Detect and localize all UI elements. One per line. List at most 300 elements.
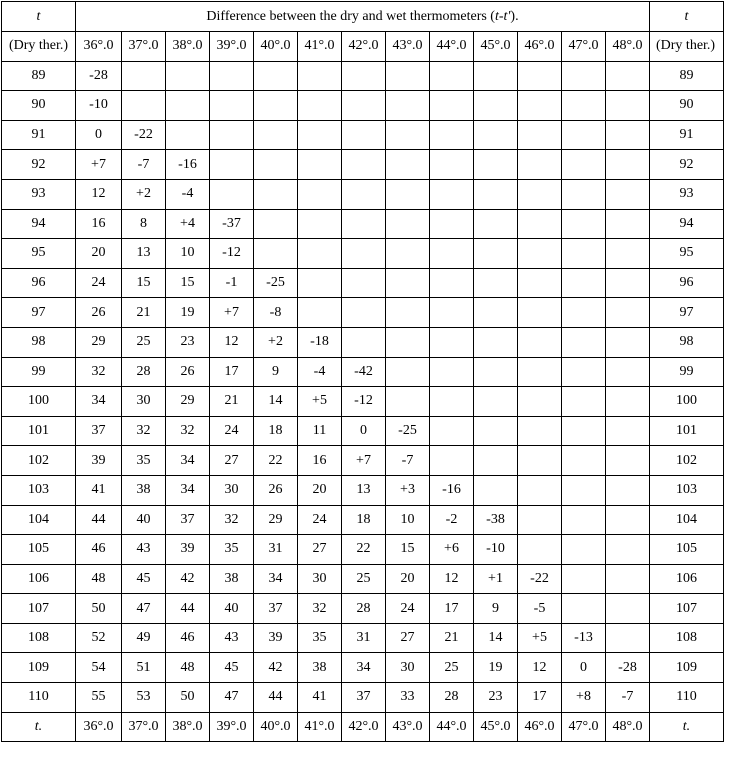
table-cell	[254, 209, 298, 239]
column-footer: 42°.0	[342, 712, 386, 742]
dry-temp-right: 89	[650, 61, 724, 91]
dry-temp-right: 106	[650, 564, 724, 594]
table-cell: 15	[122, 268, 166, 298]
table-cell: 20	[298, 475, 342, 505]
column-header: 41°.0	[298, 32, 342, 62]
table-cell: +5	[518, 623, 562, 653]
table-cell: 50	[76, 594, 122, 624]
column-footer: 46°.0	[518, 712, 562, 742]
table-row	[2, 623, 724, 653]
dry-temp-right: 97	[650, 298, 724, 328]
table-cell: 32	[166, 416, 210, 446]
table-cell: 32	[210, 505, 254, 535]
table-cell	[254, 150, 298, 180]
table-cell: 38	[210, 564, 254, 594]
table-cell: 16	[298, 446, 342, 476]
dry-temp-right: 107	[650, 594, 724, 624]
table-cell: 29	[76, 327, 122, 357]
table-cell: 26	[254, 475, 298, 505]
dry-temp-left: 105	[2, 535, 76, 565]
column-header: 43°.0	[386, 32, 430, 62]
table-cell	[430, 416, 474, 446]
table-cell	[298, 150, 342, 180]
table-cell: 39	[166, 535, 210, 565]
table-cell: 46	[76, 535, 122, 565]
table-cell: -16	[166, 150, 210, 180]
table-cell: +2	[122, 179, 166, 209]
table-cell	[606, 623, 650, 653]
table-cell: 26	[166, 357, 210, 387]
table-cell	[518, 120, 562, 150]
table-row	[2, 475, 724, 505]
table-row	[2, 61, 724, 91]
table-cell	[474, 475, 518, 505]
table-cell: 14	[474, 623, 518, 653]
dry-ther-right: (Dry ther.)	[650, 32, 724, 62]
table-row	[2, 416, 724, 446]
dry-temp-left: 110	[2, 683, 76, 713]
column-header: 47°.0	[562, 32, 606, 62]
table-cell	[430, 91, 474, 121]
table-cell	[562, 179, 606, 209]
table-cell	[518, 416, 562, 446]
table-cell: 39	[76, 446, 122, 476]
table-row	[2, 357, 724, 387]
dry-temp-left: 89	[2, 61, 76, 91]
table-cell	[254, 239, 298, 269]
table-cell	[210, 91, 254, 121]
table-cell	[606, 387, 650, 417]
table-cell: 13	[122, 239, 166, 269]
table-cell	[210, 61, 254, 91]
t-footer-right: t.	[650, 712, 724, 742]
table-cell: +7	[76, 150, 122, 180]
table-cell: 9	[474, 594, 518, 624]
column-footer: 38°.0	[166, 712, 210, 742]
table-cell: 24	[76, 268, 122, 298]
table-cell	[606, 416, 650, 446]
table-cell	[518, 387, 562, 417]
table-cell	[474, 357, 518, 387]
table-cell: 42	[254, 653, 298, 683]
table-cell: 35	[298, 623, 342, 653]
column-header: 37°.0	[122, 32, 166, 62]
column-header: 44°.0	[430, 32, 474, 62]
table-cell: 0	[76, 120, 122, 150]
table-cell: -22	[518, 564, 562, 594]
table-cell: 53	[122, 683, 166, 713]
table-cell: 30	[386, 653, 430, 683]
table-cell: 41	[76, 475, 122, 505]
t-header-left: t	[2, 2, 76, 32]
table-cell: 25	[342, 564, 386, 594]
table-cell	[254, 61, 298, 91]
table-cell: 16	[76, 209, 122, 239]
table-cell	[386, 357, 430, 387]
table-cell	[606, 327, 650, 357]
dry-temp-right: 108	[650, 623, 724, 653]
table-cell: 18	[254, 416, 298, 446]
table-cell	[562, 564, 606, 594]
table-cell	[430, 387, 474, 417]
table-cell	[562, 268, 606, 298]
table-cell	[474, 268, 518, 298]
table-cell: 23	[474, 683, 518, 713]
column-footer: 36°.0	[76, 712, 122, 742]
table-cell: 28	[122, 357, 166, 387]
table-cell	[518, 209, 562, 239]
table-cell: -25	[254, 268, 298, 298]
table-cell: -4	[298, 357, 342, 387]
table-cell: 29	[166, 387, 210, 417]
table-cell	[562, 239, 606, 269]
table-cell: +6	[430, 535, 474, 565]
table-cell	[430, 357, 474, 387]
table-row	[2, 91, 724, 121]
table-cell	[562, 416, 606, 446]
table-row	[2, 209, 724, 239]
table-row	[2, 120, 724, 150]
table-cell: 44	[76, 505, 122, 535]
table-cell: 52	[76, 623, 122, 653]
table-cell	[386, 61, 430, 91]
t-footer-left: t.	[2, 712, 76, 742]
table-cell: 21	[210, 387, 254, 417]
table-cell: 23	[166, 327, 210, 357]
table-cell	[386, 120, 430, 150]
table-row	[2, 387, 724, 417]
table-cell: 47	[122, 594, 166, 624]
column-footer: 48°.0	[606, 712, 650, 742]
table-cell: 32	[298, 594, 342, 624]
table-cell: -42	[342, 357, 386, 387]
dry-temp-left: 94	[2, 209, 76, 239]
table-cell: 50	[166, 683, 210, 713]
table-cell	[518, 327, 562, 357]
table-cell	[606, 120, 650, 150]
table-cell: 20	[386, 564, 430, 594]
table-cell	[474, 327, 518, 357]
table-cell: -37	[210, 209, 254, 239]
column-header: 36°.0	[76, 32, 122, 62]
table-cell: 29	[254, 505, 298, 535]
table-cell: -7	[386, 446, 430, 476]
table-cell	[342, 268, 386, 298]
dry-temp-left: 102	[2, 446, 76, 476]
dry-temp-left: 90	[2, 91, 76, 121]
table-row	[2, 239, 724, 269]
table-cell	[474, 239, 518, 269]
table-cell	[518, 239, 562, 269]
dry-temp-left: 91	[2, 120, 76, 150]
table-cell	[474, 416, 518, 446]
table-cell	[518, 61, 562, 91]
table-cell: 54	[76, 653, 122, 683]
column-header: 45°.0	[474, 32, 518, 62]
dry-temp-right: 101	[650, 416, 724, 446]
table-cell	[518, 150, 562, 180]
table-cell	[562, 61, 606, 91]
table-cell	[430, 61, 474, 91]
table-cell	[606, 446, 650, 476]
table-cell	[606, 535, 650, 565]
table-cell: 19	[166, 298, 210, 328]
table-cell: 13	[342, 475, 386, 505]
dry-temp-left: 97	[2, 298, 76, 328]
table-cell	[210, 179, 254, 209]
dry-temp-left: 96	[2, 268, 76, 298]
table-cell: -10	[76, 91, 122, 121]
table-cell	[562, 505, 606, 535]
table-cell: 27	[298, 535, 342, 565]
table-cell: 31	[342, 623, 386, 653]
column-header-row	[2, 32, 724, 62]
table-cell	[166, 120, 210, 150]
table-cell	[386, 91, 430, 121]
table-cell	[562, 387, 606, 417]
table-cell	[386, 150, 430, 180]
table-cell	[342, 239, 386, 269]
table-row	[2, 564, 724, 594]
table-cell	[386, 387, 430, 417]
dry-temp-right: 95	[650, 239, 724, 269]
table-row	[2, 505, 724, 535]
table-cell	[606, 298, 650, 328]
table-cell: 17	[430, 594, 474, 624]
dry-temp-right: 105	[650, 535, 724, 565]
table-cell	[298, 239, 342, 269]
column-footer: 45°.0	[474, 712, 518, 742]
table-cell: 34	[76, 387, 122, 417]
table-row	[2, 683, 724, 713]
table-cell	[562, 535, 606, 565]
table-cell: 25	[430, 653, 474, 683]
dry-temp-right: 92	[650, 150, 724, 180]
table-cell: 25	[122, 327, 166, 357]
table-cell: 12	[210, 327, 254, 357]
dry-temp-right: 93	[650, 179, 724, 209]
table-cell	[430, 298, 474, 328]
table-cell: -1	[210, 268, 254, 298]
table-cell: 33	[386, 683, 430, 713]
table-cell: 47	[210, 683, 254, 713]
column-footer: 41°.0	[298, 712, 342, 742]
dry-temp-left: 109	[2, 653, 76, 683]
table-cell	[474, 179, 518, 209]
table-cell: 9	[254, 357, 298, 387]
table-cell	[474, 150, 518, 180]
table-cell	[606, 150, 650, 180]
table-cell	[562, 357, 606, 387]
table-cell	[518, 535, 562, 565]
table-cell: 39	[254, 623, 298, 653]
table-cell	[298, 298, 342, 328]
table-cell: 49	[122, 623, 166, 653]
table-cell: -13	[562, 623, 606, 653]
table-cell	[342, 179, 386, 209]
table-cell	[122, 91, 166, 121]
table-cell: -22	[122, 120, 166, 150]
column-header: 46°.0	[518, 32, 562, 62]
table-cell	[518, 446, 562, 476]
table-cell: 37	[166, 505, 210, 535]
dry-temp-left: 93	[2, 179, 76, 209]
table-cell	[430, 268, 474, 298]
table-cell: -18	[298, 327, 342, 357]
table-cell: +1	[474, 564, 518, 594]
dry-temp-left: 108	[2, 623, 76, 653]
table-cell	[342, 61, 386, 91]
table-cell: 40	[210, 594, 254, 624]
table-cell: 30	[210, 475, 254, 505]
table-cell: 0	[342, 416, 386, 446]
table-cell: 38	[298, 653, 342, 683]
table-cell: 41	[298, 683, 342, 713]
table-cell: 30	[122, 387, 166, 417]
column-header: 39°.0	[210, 32, 254, 62]
table-cell	[606, 91, 650, 121]
column-footer: 47°.0	[562, 712, 606, 742]
table-cell: +2	[254, 327, 298, 357]
footer-row	[2, 712, 724, 742]
table-cell	[562, 327, 606, 357]
dry-temp-left: 92	[2, 150, 76, 180]
table-body	[2, 61, 724, 712]
table-cell: 26	[76, 298, 122, 328]
table-cell: 28	[342, 594, 386, 624]
table-cell	[562, 298, 606, 328]
table-cell	[518, 505, 562, 535]
dry-temp-left: 101	[2, 416, 76, 446]
column-footer: 40°.0	[254, 712, 298, 742]
table-cell: -25	[386, 416, 430, 446]
dry-temp-left: 95	[2, 239, 76, 269]
table-cell: -4	[166, 179, 210, 209]
dry-ther-left: (Dry ther.)	[2, 32, 76, 62]
table-cell: 42	[166, 564, 210, 594]
table-cell	[210, 150, 254, 180]
table-cell: 22	[254, 446, 298, 476]
psychrometric-table	[1, 1, 724, 742]
table-cell	[386, 209, 430, 239]
table-cell	[562, 120, 606, 150]
table-cell	[254, 91, 298, 121]
table-cell: 34	[342, 653, 386, 683]
table-cell: 32	[76, 357, 122, 387]
table-cell	[474, 446, 518, 476]
table-cell	[518, 179, 562, 209]
table-cell	[122, 61, 166, 91]
table-cell	[342, 209, 386, 239]
table-cell: -16	[430, 475, 474, 505]
table-cell	[166, 61, 210, 91]
table-cell: +7	[210, 298, 254, 328]
table-cell	[562, 594, 606, 624]
table-cell	[606, 179, 650, 209]
table-cell	[606, 357, 650, 387]
table-cell	[298, 209, 342, 239]
table-cell: +5	[298, 387, 342, 417]
table-cell: 46	[166, 623, 210, 653]
table-cell: -28	[606, 653, 650, 683]
table-cell: -12	[342, 387, 386, 417]
dry-temp-left: 100	[2, 387, 76, 417]
table-cell	[606, 475, 650, 505]
dry-temp-right: 90	[650, 91, 724, 121]
table-cell	[518, 91, 562, 121]
table-cell: +4	[166, 209, 210, 239]
table-cell: 35	[122, 446, 166, 476]
table-cell	[606, 239, 650, 269]
table-cell: 15	[386, 535, 430, 565]
table-cell	[430, 446, 474, 476]
table-cell: 17	[210, 357, 254, 387]
column-header: 38°.0	[166, 32, 210, 62]
table-cell: 44	[166, 594, 210, 624]
table-row	[2, 446, 724, 476]
table-cell: -8	[254, 298, 298, 328]
table-cell: 8	[122, 209, 166, 239]
t-header-right: t	[650, 2, 724, 32]
dry-temp-left: 98	[2, 327, 76, 357]
table-cell	[474, 387, 518, 417]
table-cell	[386, 268, 430, 298]
table-cell	[518, 298, 562, 328]
table-cell: 34	[254, 564, 298, 594]
column-footer: 37°.0	[122, 712, 166, 742]
table-cell: 51	[122, 653, 166, 683]
column-header: 48°.0	[606, 32, 650, 62]
table-cell	[430, 179, 474, 209]
dry-temp-right: 100	[650, 387, 724, 417]
table-cell: -7	[122, 150, 166, 180]
table-cell	[518, 268, 562, 298]
table-cell: 15	[166, 268, 210, 298]
table-cell: 40	[122, 505, 166, 535]
table-cell: 34	[166, 475, 210, 505]
table-cell	[474, 91, 518, 121]
table-cell: 45	[122, 564, 166, 594]
table-cell: 45	[210, 653, 254, 683]
table-cell: 24	[210, 416, 254, 446]
table-cell: 12	[430, 564, 474, 594]
table-cell: -7	[606, 683, 650, 713]
table-cell	[430, 120, 474, 150]
dry-temp-right: 99	[650, 357, 724, 387]
table-cell	[298, 179, 342, 209]
table-cell	[298, 120, 342, 150]
table-cell: 31	[254, 535, 298, 565]
table-cell: 48	[76, 564, 122, 594]
table-cell	[430, 239, 474, 269]
table-cell: 10	[386, 505, 430, 535]
table-cell	[606, 209, 650, 239]
dry-temp-right: 102	[650, 446, 724, 476]
dry-temp-right: 109	[650, 653, 724, 683]
table-row	[2, 594, 724, 624]
table-cell	[386, 239, 430, 269]
table-cell	[474, 298, 518, 328]
table-row	[2, 150, 724, 180]
table-cell	[386, 179, 430, 209]
table-cell: -38	[474, 505, 518, 535]
table-cell: +8	[562, 683, 606, 713]
table-cell	[606, 61, 650, 91]
table-cell: 21	[430, 623, 474, 653]
dry-temp-left: 103	[2, 475, 76, 505]
dry-temp-right: 94	[650, 209, 724, 239]
table-cell: -2	[430, 505, 474, 535]
